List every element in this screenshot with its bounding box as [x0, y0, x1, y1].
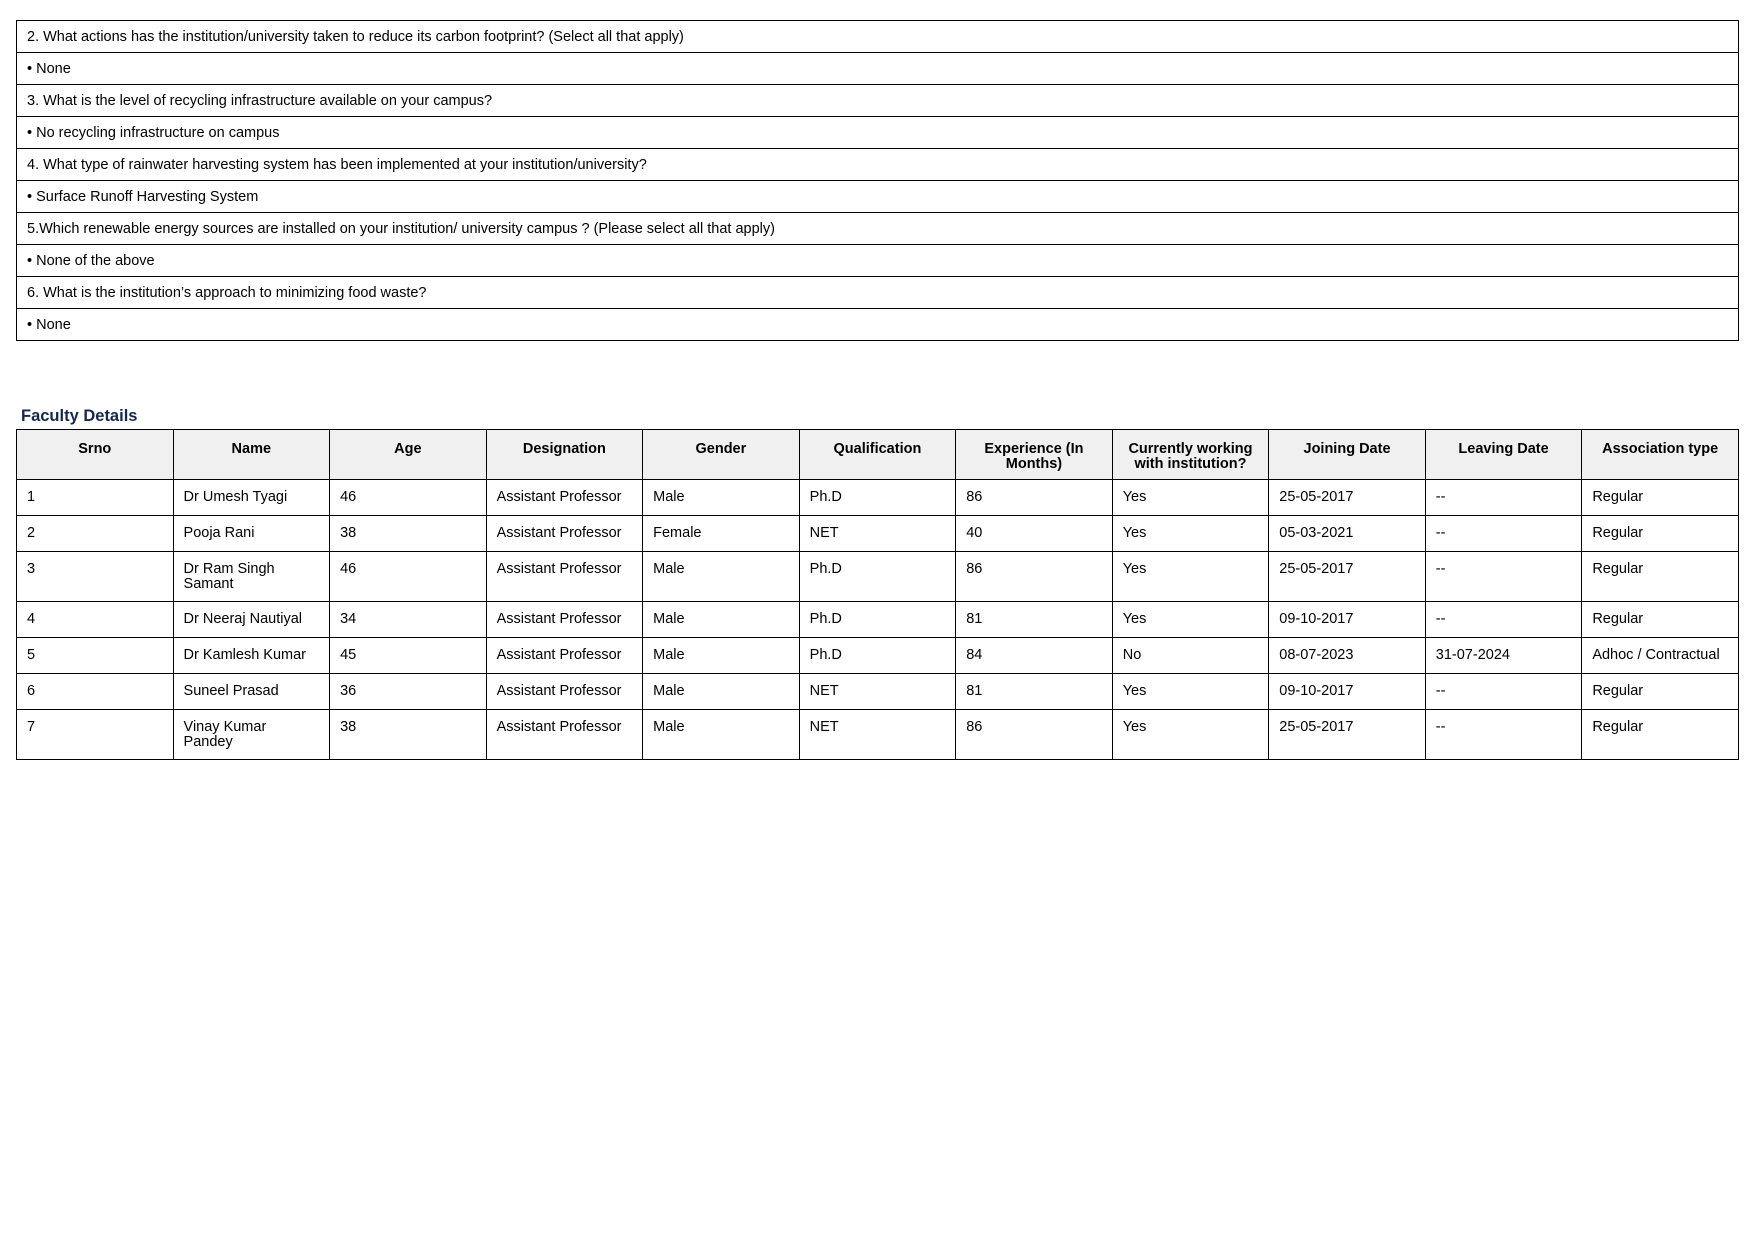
cell-association-type: Regular: [1582, 552, 1739, 602]
cell-designation: Assistant Professor: [486, 710, 643, 760]
faculty-details-heading: Faculty Details: [21, 407, 138, 425]
column-header-joining-date: Joining Date: [1269, 430, 1426, 480]
cell-joining-date: 05-03-2021: [1269, 516, 1426, 552]
cell-association-type: Regular: [1582, 710, 1739, 760]
cell-qualification: Ph.D: [799, 638, 956, 674]
answer-text: • None: [17, 309, 1739, 341]
cell-name: Dr Neeraj Nautiyal: [173, 602, 330, 638]
table-row: [17, 480, 1739, 516]
cell-gender: Male: [643, 674, 800, 710]
cell-age: 46: [330, 480, 487, 516]
cell-qualification: Ph.D: [799, 480, 956, 516]
cell-leaving-date: --: [1425, 516, 1582, 552]
cell-currently-working: Yes: [1112, 674, 1269, 710]
cell-gender: Male: [643, 480, 800, 516]
cell-association-type: Regular: [1582, 674, 1739, 710]
answer-text: • Surface Runoff Harvesting System: [17, 181, 1739, 213]
cell-name: Vinay Kumar Pandey: [173, 710, 330, 760]
cell-designation: Assistant Professor: [486, 638, 643, 674]
question-row: [17, 149, 1739, 181]
table-row: [17, 516, 1739, 552]
cell-association-type: Regular: [1582, 602, 1739, 638]
question-text: 2. What actions has the institution/university taken to reduce its carbon footprint? (Select all that apply): [17, 21, 1739, 53]
question-row: [17, 21, 1739, 53]
answer-row: [17, 309, 1739, 341]
cell-experience: 81: [956, 602, 1113, 638]
cell-joining-date: 08-07-2023: [1269, 638, 1426, 674]
cell-srno: 2: [17, 516, 174, 552]
cell-association-type: Adhoc / Contractual: [1582, 638, 1739, 674]
cell-experience: 40: [956, 516, 1113, 552]
column-header-experience: Experience (In Months): [956, 430, 1113, 480]
cell-joining-date: 09-10-2017: [1269, 674, 1426, 710]
question-row: [17, 277, 1739, 309]
question-text: 4. What type of rainwater harvesting system has been implemented at your institution/university?: [17, 149, 1739, 181]
cell-leaving-date: --: [1425, 710, 1582, 760]
answer-row: [17, 245, 1739, 277]
cell-age: 38: [330, 516, 487, 552]
answer-row: [17, 117, 1739, 149]
table-row: [17, 710, 1739, 760]
column-header-leaving-date: Leaving Date: [1425, 430, 1582, 480]
cell-experience: 86: [956, 552, 1113, 602]
cell-age: 46: [330, 552, 487, 602]
column-header-designation: Designation: [486, 430, 643, 480]
question-text: 6. What is the institution’s approach to minimizing food waste?: [17, 277, 1739, 309]
cell-age: 45: [330, 638, 487, 674]
answer-text: • None: [17, 53, 1739, 85]
answer-row: [17, 53, 1739, 85]
cell-association-type: Regular: [1582, 480, 1739, 516]
table-row: [17, 602, 1739, 638]
cell-leaving-date: --: [1425, 480, 1582, 516]
cell-qualification: Ph.D: [799, 602, 956, 638]
answer-row: [17, 181, 1739, 213]
cell-gender: Male: [643, 602, 800, 638]
cell-joining-date: 25-05-2017: [1269, 480, 1426, 516]
table-row: [17, 552, 1739, 602]
cell-qualification: NET: [799, 674, 956, 710]
cell-name: Suneel Prasad: [173, 674, 330, 710]
cell-age: 36: [330, 674, 487, 710]
cell-qualification: Ph.D: [799, 552, 956, 602]
question-row: [17, 213, 1739, 245]
column-header-srno: Srno: [17, 430, 174, 480]
cell-qualification: NET: [799, 516, 956, 552]
cell-gender: Male: [643, 638, 800, 674]
cell-qualification: NET: [799, 710, 956, 760]
cell-designation: Assistant Professor: [486, 602, 643, 638]
question-row: [17, 85, 1739, 117]
table-row: [17, 638, 1739, 674]
cell-gender: Female: [643, 516, 800, 552]
cell-srno: 1: [17, 480, 174, 516]
cell-currently-working: Yes: [1112, 480, 1269, 516]
answer-text: • No recycling infrastructure on campus: [17, 117, 1739, 149]
cell-experience: 81: [956, 674, 1113, 710]
table-row: [17, 674, 1739, 710]
cell-name: Dr Ram Singh Samant: [173, 552, 330, 602]
cell-name: Dr Kamlesh Kumar: [173, 638, 330, 674]
cell-srno: 3: [17, 552, 174, 602]
faculty-header-row: [17, 430, 1739, 480]
survey-questions-table: [16, 20, 1739, 341]
cell-designation: Assistant Professor: [486, 516, 643, 552]
cell-leaving-date: 31-07-2024: [1425, 638, 1582, 674]
cell-gender: Male: [643, 710, 800, 760]
cell-experience: 86: [956, 480, 1113, 516]
cell-currently-working: Yes: [1112, 602, 1269, 638]
column-header-gender: Gender: [643, 430, 800, 480]
cell-experience: 86: [956, 710, 1113, 760]
column-header-name: Name: [173, 430, 330, 480]
cell-currently-working: Yes: [1112, 516, 1269, 552]
cell-association-type: Regular: [1582, 516, 1739, 552]
cell-srno: 5: [17, 638, 174, 674]
cell-designation: Assistant Professor: [486, 674, 643, 710]
cell-srno: 6: [17, 674, 174, 710]
cell-name: Pooja Rani: [173, 516, 330, 552]
column-header-currently-working: Currently working with institution?: [1112, 430, 1269, 480]
column-header-association-type: Association type: [1582, 430, 1739, 480]
faculty-details-table: [16, 429, 1739, 760]
question-text: 3. What is the level of recycling infrastructure available on your campus?: [17, 85, 1739, 117]
cell-gender: Male: [643, 552, 800, 602]
cell-designation: Assistant Professor: [486, 552, 643, 602]
cell-name: Dr Umesh Tyagi: [173, 480, 330, 516]
cell-leaving-date: --: [1425, 602, 1582, 638]
cell-experience: 84: [956, 638, 1113, 674]
cell-joining-date: 09-10-2017: [1269, 602, 1426, 638]
cell-leaving-date: --: [1425, 674, 1582, 710]
cell-age: 34: [330, 602, 487, 638]
cell-currently-working: No: [1112, 638, 1269, 674]
cell-leaving-date: --: [1425, 552, 1582, 602]
column-header-age: Age: [330, 430, 487, 480]
cell-joining-date: 25-05-2017: [1269, 710, 1426, 760]
cell-joining-date: 25-05-2017: [1269, 552, 1426, 602]
question-text: 5.Which renewable energy sources are installed on your institution/ university campus ? (Please select all that apply): [17, 213, 1739, 245]
cell-srno: 7: [17, 710, 174, 760]
cell-currently-working: Yes: [1112, 710, 1269, 760]
cell-age: 38: [330, 710, 487, 760]
answer-text: • None of the above: [17, 245, 1739, 277]
cell-designation: Assistant Professor: [486, 480, 643, 516]
cell-srno: 4: [17, 602, 174, 638]
column-header-qualification: Qualification: [799, 430, 956, 480]
cell-currently-working: Yes: [1112, 552, 1269, 602]
